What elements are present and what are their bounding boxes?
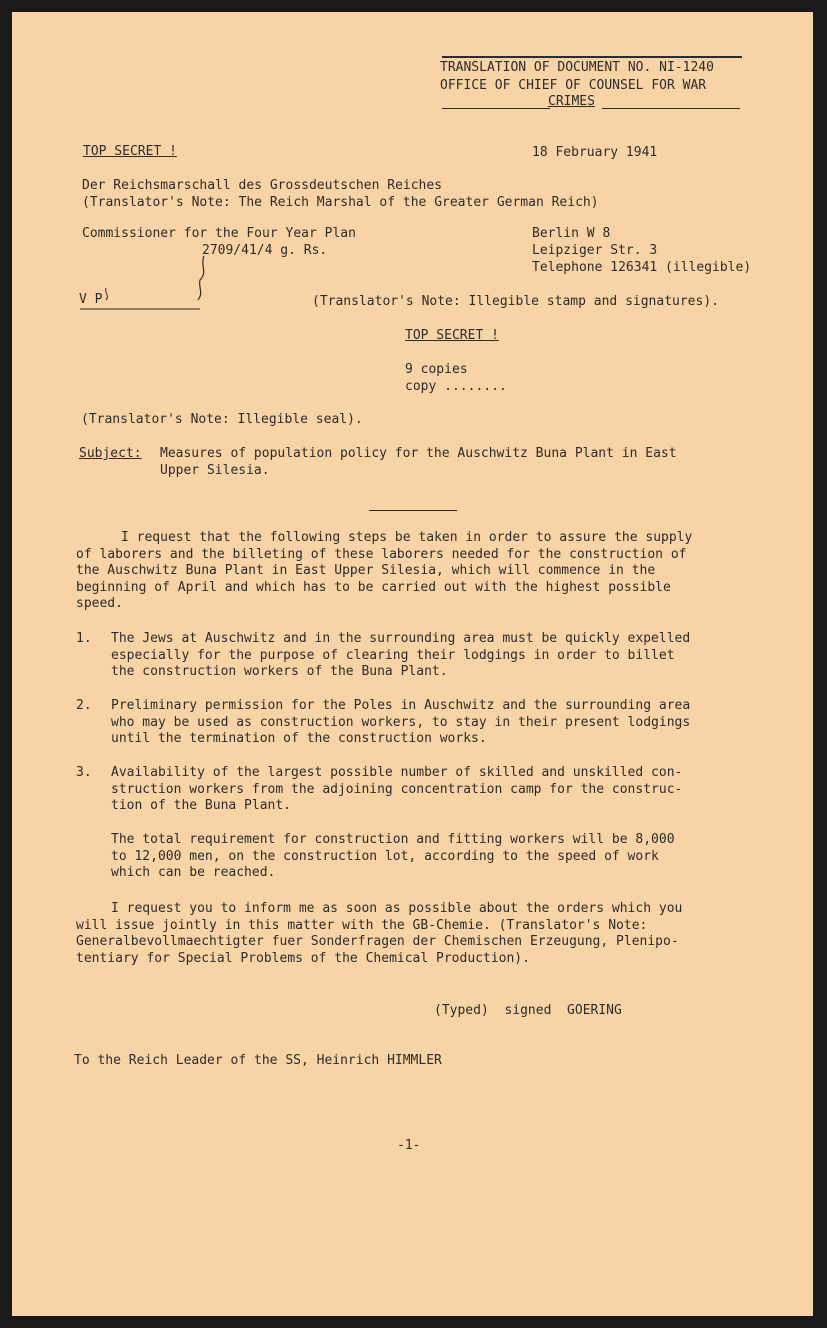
address-line-3: Telephone 126341 (illegible) bbox=[532, 260, 752, 275]
item-line: struction workers from the adjoining concentration camp for the construc- bbox=[111, 781, 683, 797]
document-date: 18 February 1941 bbox=[532, 145, 658, 160]
intro-line: the Auschwitz Buna Plant in East Upper Silesia, which will commence in the bbox=[76, 563, 656, 579]
sender-line-1: Der Reichsmarschall des Grossdeutschen Reiches bbox=[82, 178, 443, 193]
header-bottom-rule-left bbox=[442, 108, 550, 109]
item-1-text bbox=[111, 631, 690, 681]
reference-number: 2709/41/4 g. Rs. bbox=[202, 243, 328, 258]
subject-line-1: Measures of population policy for the Auschwitz Buna Plant in East bbox=[160, 446, 677, 461]
intro-line: speed. bbox=[76, 596, 123, 612]
signature-line: (Typed) signed GOERING bbox=[434, 1003, 622, 1018]
seal-note: (Translator's Note: Illegible seal). bbox=[81, 412, 363, 427]
copy-number: copy ........ bbox=[405, 379, 507, 394]
item-line: Availability of the largest possible number of skilled and unskilled con- bbox=[111, 765, 683, 780]
header-line-1: TRANSLATION OF DOCUMENT NO. NI-1240 bbox=[440, 60, 714, 75]
address-line-2: Leipziger Str. 3 bbox=[532, 243, 658, 258]
subject-label: Subject: bbox=[79, 446, 142, 461]
page-number: -1- bbox=[397, 1138, 421, 1153]
item-line: who may be used as construction workers, to stay in their present lodgings bbox=[111, 714, 691, 730]
item-line: until the termination of the construction works. bbox=[111, 731, 487, 747]
requirement-line: to 12,000 men, on the construction lot, according to the speed of work bbox=[111, 848, 659, 864]
requirement-line: The total requirement for construction and fitting workers will be 8,000 bbox=[111, 832, 675, 847]
header-bottom-rule-right bbox=[602, 108, 740, 109]
item-number-1: 1. bbox=[76, 631, 92, 646]
requirement-line: which can be reached. bbox=[111, 865, 276, 881]
address-line-1: Berlin W 8 bbox=[532, 226, 611, 241]
document-page bbox=[12, 12, 813, 1316]
item-line: The Jews at Auschwitz and in the surrounding area must be quickly expelled bbox=[111, 631, 691, 646]
item-line: the construction workers of the Buna Plant. bbox=[111, 664, 448, 680]
intro-line: I request that the following steps be taken in order to assure the supply bbox=[121, 530, 693, 545]
initials: V P bbox=[79, 292, 103, 307]
header-top-rule bbox=[442, 56, 742, 58]
header-line-3: CRIMES bbox=[548, 94, 595, 109]
classification-top-secret-2: TOP SECRET ! bbox=[405, 328, 499, 343]
closing-line: tentiary for Special Problems of the Chemical Production). bbox=[76, 950, 530, 966]
classification-top-secret: TOP SECRET ! bbox=[83, 144, 177, 159]
subject-line-2: Upper Silesia. bbox=[160, 463, 270, 478]
requirement-paragraph bbox=[111, 832, 675, 882]
item-line: Preliminary permission for the Poles in Auschwitz and the surrounding area bbox=[111, 698, 691, 713]
item-line: especially for the purpose of clearing their lodgings in order to billet bbox=[111, 647, 675, 663]
intro-paragraph bbox=[76, 530, 692, 613]
recipient-line: To the Reich Leader of the SS, Heinrich HIMMLER bbox=[74, 1053, 442, 1068]
item-line: tion of the Buna Plant. bbox=[111, 798, 292, 814]
closing-paragraph bbox=[76, 901, 682, 967]
closing-line: I request you to inform me as soon as possible about the orders which you bbox=[111, 901, 683, 916]
intro-line: of laborers and the billeting of these laborers needed for the construction of bbox=[76, 546, 687, 562]
item-3-text bbox=[111, 765, 682, 815]
stamp-note: (Translator's Note: Illegible stamp and signatures). bbox=[312, 294, 719, 309]
item-number-3: 3. bbox=[76, 765, 92, 780]
intro-line: beginning of April and which has to be carried out with the highest possible bbox=[76, 579, 671, 595]
header-line-2: OFFICE OF CHIEF OF COUNSEL FOR WAR bbox=[440, 78, 707, 93]
section-divider bbox=[369, 510, 457, 511]
sender-line-2: (Translator's Note: The Reich Marshal of the Greater German Reich) bbox=[82, 195, 599, 210]
item-number-2: 2. bbox=[76, 698, 92, 713]
commissioner-title: Commissioner for the Four Year Plan bbox=[82, 226, 356, 241]
closing-line: Generalbevollmaechtigter fuer Sonderfragen der Chemischen Erzeugung, Plenipo- bbox=[76, 934, 679, 950]
closing-line: will issue jointly in this matter with the GB-Chemie. (Translator's Note: bbox=[76, 917, 648, 933]
copies-count: 9 copies bbox=[405, 362, 468, 377]
item-2-text bbox=[111, 698, 690, 748]
